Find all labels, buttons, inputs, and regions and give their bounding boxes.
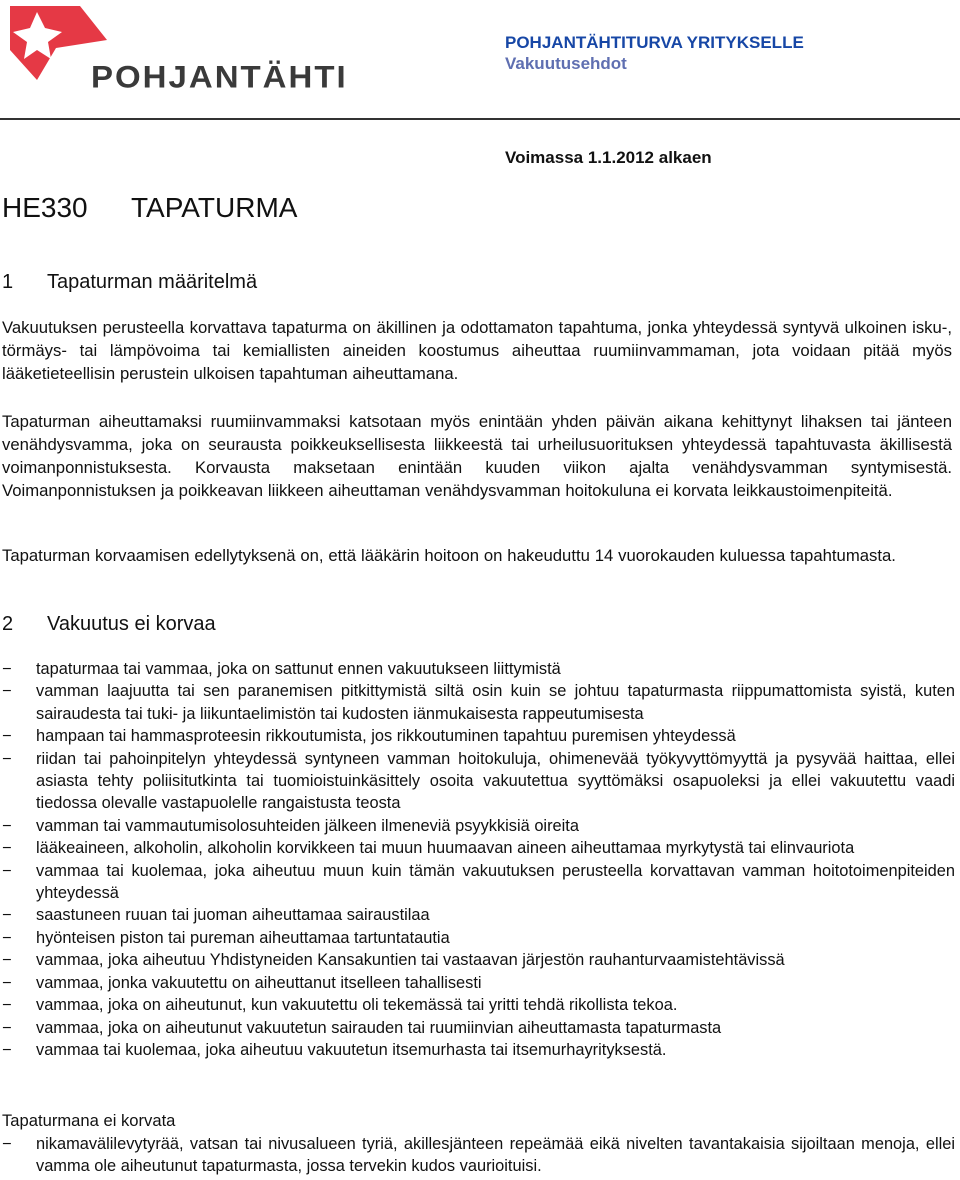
list-item: − vamman laajuutta tai sen paranemisen pitkittymistä siltä osin kuin se johtuu tapaturmasta riippumattomista syistä, kuten sairaudesta tai tuki- ja liikuntaelimistön tai kudosten iänmukaisesta rappeutumisesta [2,682,955,723]
section-2-heading [2,612,216,636]
list-item: − lääkeaineen, alkoholin, alkoholin korvikkeen tai muun huumaavan aineen aiheuttamaa myrkytystä tai elinvauriota [0,837,955,859]
section-number: 1 [2,271,14,293]
section-title: Tapaturman määritelmä [47,271,258,293]
dash-bullet-icon: − [2,727,12,746]
list-item: − tapaturmaa tai vammaa, joka on sattunut ennen vakuutukseen liittymistä [0,658,955,680]
list-item: − vammaa, joka aiheutuu Yhdistyneiden Kansakuntien tai vastaavan järjestön rauhanturvaamistehtävissä [0,949,955,971]
note-title: Tapaturmana ei korvata [2,1111,176,1130]
header-company: POHJANTÄHTITURVA YRITYKSELLE [505,33,804,52]
note-list [0,1133,955,1178]
exclusions-list [0,658,955,1061]
document-title: TAPATURMA [131,192,298,223]
list-item: − saastuneen ruuan tai juoman aiheuttamaa sairaustilaa [0,904,955,926]
section-1-paragraph-1: Vakuutuksen perusteella korvattava tapaturma on äkillinen ja odottamaton tapahtuma, jonka yhteydessä syntyvä ulkoinen isku-, törmäys- tai lämpövoima tai kemiallisten aineiden koostumus aiheuttaa ruumiinvammaman, jota voidaan pitää myös lääketieteellisin perustein ulkoisen tapahtuman aiheuttamana. [2,318,952,383]
list-item: − vammaa, jonka vakuutettu on aiheuttanut itselleen tahallisesti [0,972,955,994]
list-item: − vammaa tai kuolemaa, joka aiheutuu muun kuin tämän vakuutuksen perusteella korvattavan vamman hoitotoimenpiteiden yhteydessä [2,861,955,903]
dash-bullet-icon: − [2,906,12,925]
section-1-heading [2,270,257,294]
dash-bullet-icon: − [2,816,12,835]
header-rule [0,118,960,120]
document-code: HE330 [2,192,88,223]
dash-bullet-icon: − [2,749,12,768]
list-item: − vamman tai vammautumisolosuhteiden jälkeen ilmeneviä psyykkisiä oireita [0,815,955,837]
effective-date: Voimassa 1.1.2012 alkaen [505,148,712,167]
dash-bullet-icon: − [2,1135,12,1153]
dash-bullet-icon: − [2,951,12,970]
dash-bullet-icon: − [2,660,12,678]
dash-bullet-icon: − [2,682,12,701]
list-item: − riidan tai pahoinpitelyn yhteydessä syntyneen vamman hoitokuluja, ohimenevää työkyvyttömyyttä ja pysyvää haittaa, ellei asiasta tehty poliisitutkinta tai tuomioistuinkäsittely osoita vakuutettua syyttömäksi osapuoleksi ja ellei vakuutettu vaadi tiedossa olevalle vastapuolelle rangaistusta teosta [2,749,955,813]
dash-bullet-icon: − [2,973,12,992]
list-item: − hyönteisen piston tai pureman aiheuttamaa tartuntatautia [0,927,955,949]
list-item: − vammaa tai kuolemaa, joka aiheutuu vakuutetun itsemurhasta tai itsemurhayrityksestä. [0,1039,955,1061]
dash-bullet-icon: − [2,996,12,1015]
dash-bullet-icon: − [2,861,12,880]
list-item: − vammaa, joka on aiheutunut, kun vakuutettu oli tekemässä tai yritti tehdä rikollista tekoa. [0,994,955,1016]
section-1-paragraph-3: Tapaturman korvaamisen edellytyksenä on, että lääkärin hoitoon on hakeuduttu 14 vuorokauden kuluessa tapahtumasta. [2,546,896,565]
list-item: − nikamavälilevytyrää, vatsan tai nivusalueen tyriä, akillesjänteen repeämää eikä nivelten tavantakaisia sijoiltaan menoja, ellei vamma ole aiheutunut tapaturmasta, jossa tervekin kudos vaurioituisi. [2,1135,955,1176]
section-number: 2 [2,613,14,635]
dash-bullet-icon: − [2,839,12,858]
section-title: Vakuutus ei korvaa [47,613,216,635]
header-document-type: Vakuutusehdot [505,54,627,73]
dash-bullet-icon: − [2,928,12,947]
section-1-paragraph-2: Tapaturman aiheuttamaksi ruumiinvammaksi katsotaan myös enintään yhden päivän aikana kehittynyt lihaksen tai jänteen venähdysvamma, joka on seurausta poikkeuksellisesta liikkeestä tai urheilusuorituksen yhteydessä tapahtuvasta äkillisestä voimanponnistuksesta. Korvausta maksetaan enintään kuuden viikon ajalta venähdysvamman syntymisestä. Voimanponnistuksen ja poikkeavan liikkeen aiheuttaman venähdysvamman hoitokuluna ei korvata leikkaustoimenpiteitä. [2,412,952,500]
list-item: − vammaa, joka on aiheutunut vakuutetun sairauden tai ruumiinvian aiheuttamasta tapaturmasta [0,1017,955,1039]
brand-logo-text: POHJANTÄHTI [91,59,348,95]
list-item: − hampaan tai hammasproteesin rikkoutumista, jos rikkoutuminen tapahtuu puremisen yhteydessä [0,725,955,747]
dash-bullet-icon: − [2,1040,12,1059]
dash-bullet-icon: − [2,1018,12,1037]
